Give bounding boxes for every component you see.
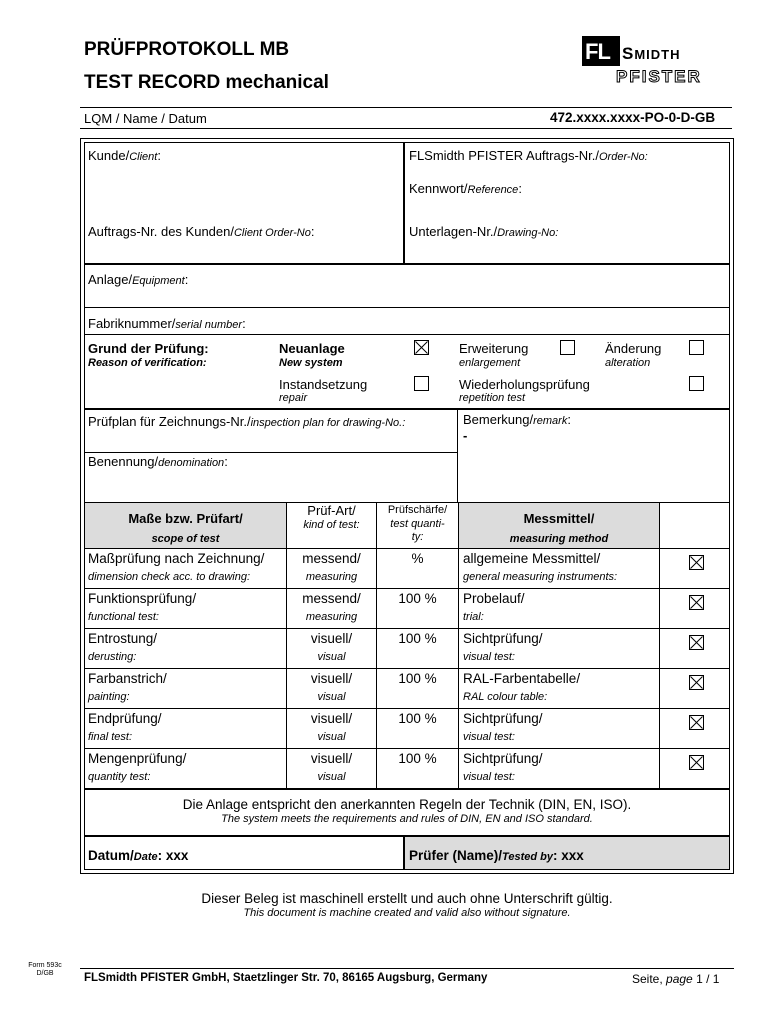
title-german: PRÜFPROTOKOLL MB xyxy=(84,39,290,60)
option-enlargement-label: Erweiterung xyxy=(459,341,529,356)
row-method: Sichtprüfung/ xyxy=(463,711,543,726)
option-repair-label: Instandsetzung xyxy=(279,377,368,392)
option-new-system-label: Neuanlage xyxy=(279,341,345,356)
serial-number-field[interactable]: Fabriknummer/serial number: xyxy=(88,316,246,331)
option-repetition-label: Wiederholungsprüfung xyxy=(459,377,590,392)
row-kind: visuell/ xyxy=(310,671,353,686)
row-kind: messend/ xyxy=(302,591,361,606)
row-scope-en: dimension check acc. to drawing: xyxy=(88,571,251,583)
row-quantity: % xyxy=(411,551,424,566)
order-number-field[interactable]: FLSmidth PFISTER Auftrags-Nr./Order-No: xyxy=(409,148,648,163)
enlargement-checkbox[interactable] xyxy=(560,340,575,355)
repetition-test-checkbox[interactable] xyxy=(689,376,704,391)
header-quantity-en-2: ty: xyxy=(411,531,424,543)
header-kind-en: kind of test: xyxy=(303,519,360,531)
option-alteration-label-en: alteration xyxy=(605,357,651,369)
row-scope: Maßprüfung nach Zeichnung/ xyxy=(88,551,265,566)
reference-field[interactable]: Kennwort/Reference: xyxy=(409,181,522,196)
option-repair-label-en: repair xyxy=(279,392,308,404)
row-quantity: 100 % xyxy=(398,591,437,606)
header-kind: Prüf-Art/ xyxy=(307,503,356,518)
row-method: Sichtprüfung/ xyxy=(463,631,543,646)
option-alteration-label: Änderung xyxy=(605,341,662,356)
form-language: D/GB xyxy=(36,970,54,977)
row-kind-en: visual xyxy=(317,731,346,743)
conformity-statement: Die Anlage entspricht den anerkannten Regeln der Technik (DIN, EN, ISO). xyxy=(182,797,632,812)
row-kind-en: visual xyxy=(317,651,346,663)
option-new-system-label-en: New system xyxy=(279,357,343,369)
row-method-en: trial: xyxy=(463,611,484,623)
row-scope-en: painting: xyxy=(88,691,130,703)
row-method: RAL-Farbentabelle/ xyxy=(463,671,581,686)
row-checkbox[interactable] xyxy=(689,555,704,570)
date-field[interactable]: Datum/Date: xxx xyxy=(88,848,189,863)
client-field[interactable]: Kunde/Client: xyxy=(88,148,161,163)
option-repetition-label-en: repetition test xyxy=(459,392,526,404)
row-kind-en: visual xyxy=(317,691,346,703)
repair-checkbox[interactable] xyxy=(414,376,429,391)
row-scope-en: derusting: xyxy=(88,651,137,663)
new-system-checkbox[interactable] xyxy=(414,340,429,355)
header-quantity: Prüfschärfe/ xyxy=(387,504,448,516)
drawing-number-field[interactable]: Unterlagen-Nr./Drawing-No: xyxy=(409,224,559,239)
row-quantity: 100 % xyxy=(398,751,437,766)
row-checkbox[interactable] xyxy=(689,635,704,650)
row-kind-en: measuring xyxy=(305,571,358,583)
row-kind: visuell/ xyxy=(310,751,353,766)
row-scope-en: functional test: xyxy=(88,611,159,623)
header-method: Messmittel/ xyxy=(523,511,595,526)
row-kind-en: measuring xyxy=(305,611,358,623)
form-number: Form 593c xyxy=(28,962,62,969)
document-number: 472.xxxx.xxxx-PO-0-D-GB xyxy=(550,110,716,125)
row-checkbox[interactable] xyxy=(689,755,704,770)
row-scope: Endprüfung/ xyxy=(88,711,162,726)
option-enlargement-label-en: enlargement xyxy=(459,357,521,369)
row-method-en: general measuring instruments: xyxy=(463,571,618,583)
tester-field[interactable]: Prüfer (Name)/Tested by: xxx xyxy=(409,848,584,863)
row-kind: messend/ xyxy=(302,551,361,566)
row-scope: Mengenprüfung/ xyxy=(88,751,187,766)
row-scope-en: final test: xyxy=(88,731,133,743)
alteration-checkbox[interactable] xyxy=(689,340,704,355)
header-scope: Maße bzw. Prüfart/ xyxy=(128,511,243,526)
row-method: Sichtprüfung/ xyxy=(463,751,543,766)
reason-label-en: Reason of verification: xyxy=(88,357,207,369)
conformity-statement-en: The system meets the requirements and rules of DIN, EN and ISO standard. xyxy=(221,813,593,825)
row-quantity: 100 % xyxy=(398,711,437,726)
row-kind: visuell/ xyxy=(310,711,353,726)
row-checkbox[interactable] xyxy=(689,715,704,730)
row-method-en: visual test: xyxy=(463,771,515,783)
row-quantity: 100 % xyxy=(398,631,437,646)
page-number: Seite, page 1 / 1 xyxy=(632,972,720,986)
row-method-en: RAL colour table: xyxy=(463,691,548,703)
remark-field[interactable]: Bemerkung/remark: xyxy=(463,412,571,427)
row-scope-en: quantity test: xyxy=(88,771,151,783)
row-scope: Funktionsprüfung/ xyxy=(88,591,197,606)
machine-created-note: Dieser Beleg ist maschinell erstellt und auch ohne Unterschrift gültig. xyxy=(201,891,613,906)
machine-created-note-en: This document is machine created and valid also without signature. xyxy=(243,907,571,919)
row-method: Probelauf/ xyxy=(463,591,525,606)
header-method-en: measuring method xyxy=(509,533,609,545)
row-quantity: 100 % xyxy=(398,671,437,686)
header-scope-en: scope of test xyxy=(151,533,220,545)
inspection-plan-field[interactable]: Prüfplan für Zeichnungs-Nr./inspection plan for drawing-No.: xyxy=(88,414,406,429)
header-quantity-en-1: test quanti- xyxy=(390,518,445,530)
row-checkbox[interactable] xyxy=(689,595,704,610)
company-address: FLSmidth PFISTER GmbH, Staetzlinger Str. 70, 86165 Augsburg, Germany xyxy=(84,972,488,984)
row-method-en: visual test: xyxy=(463,731,515,743)
row-method: allgemeine Messmittel/ xyxy=(463,551,601,566)
title-english: TEST RECORD mechanical xyxy=(84,72,329,93)
row-kind: visuell/ xyxy=(310,631,353,646)
remark-value: - xyxy=(463,428,468,443)
row-scope: Entrostung/ xyxy=(88,631,158,646)
row-checkbox[interactable] xyxy=(689,675,704,690)
reason-label: Grund der Prüfung: xyxy=(88,341,209,356)
row-kind-en: visual xyxy=(317,771,346,783)
row-method-en: visual test: xyxy=(463,651,515,663)
company-logo: FL SMIDTH PFISTER xyxy=(582,36,728,88)
row-scope: Farbanstrich/ xyxy=(88,671,167,686)
client-order-field[interactable]: Auftrags-Nr. des Kunden/Client Order-No: xyxy=(88,224,315,239)
lqm-label: LQM / Name / Datum xyxy=(84,111,207,126)
equipment-field[interactable]: Anlage/Equipment: xyxy=(88,272,189,287)
denomination-field[interactable]: Benennung/denomination: xyxy=(88,454,228,469)
